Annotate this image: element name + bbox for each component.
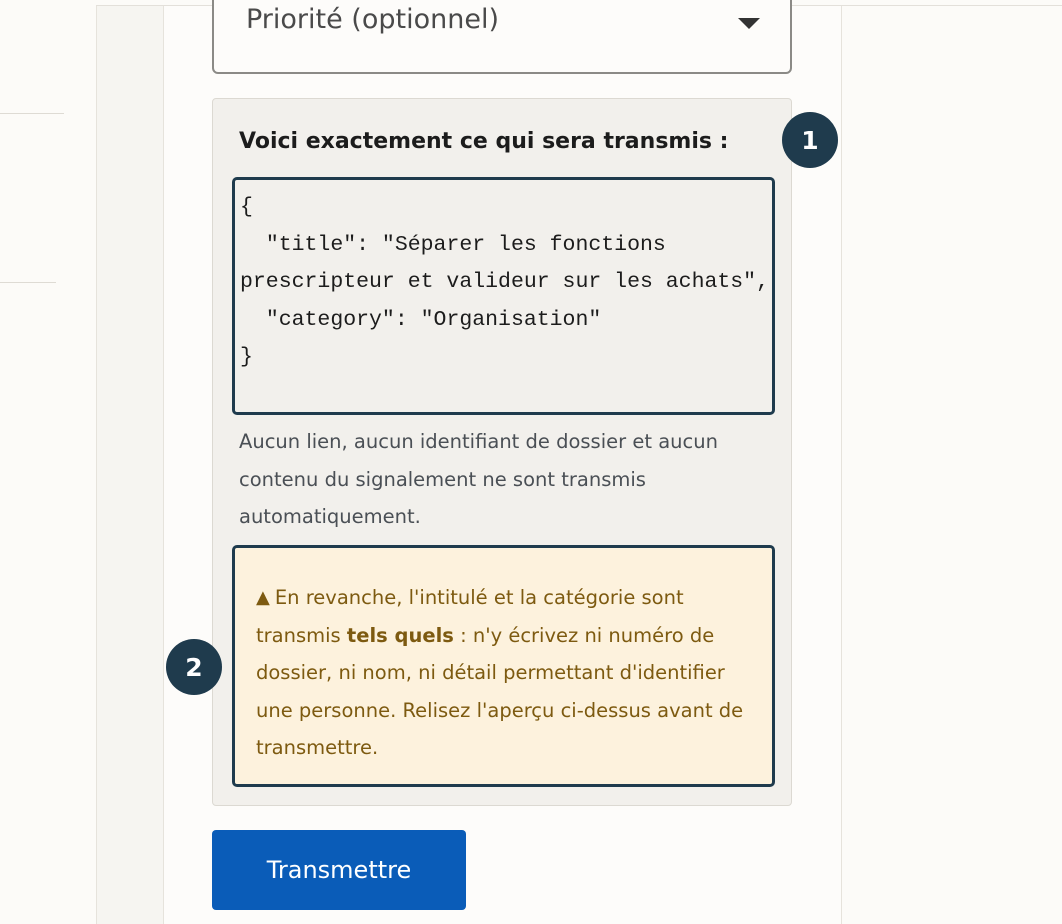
step-marker-2: 2: [166, 639, 222, 695]
warning-text-after: : n'y écrivez ni numéro de dossier, ni nom, ni détail permettant d'identifier une personne. Relisez l'aperçu ci-dessus avant de transmettre.: [256, 623, 744, 759]
submit-button[interactable]: Transmettre: [212, 830, 466, 910]
json-preview-box: [232, 177, 775, 415]
left-navigation: [0, 0, 96, 924]
json-preview-text: { "title": "Séparer les fonctions prescripteur et valideur sur les achats", "category": "Organisation" }: [240, 195, 769, 369]
caret-down-icon: [738, 18, 760, 29]
step-marker-1: 1: [782, 112, 838, 168]
priority-select-value: Priorité (optionnel): [246, 4, 499, 35]
preview-title: Voici exactement ce qui sera transmis :: [239, 129, 729, 154]
nav-divider: [0, 282, 56, 283]
nav-divider: [0, 113, 64, 114]
warning-text-before: En revanche, l'intitulé et la catégorie sont transmis: [256, 586, 684, 647]
priority-select[interactable]: [212, 0, 792, 74]
warning-triangle-icon: ▲: [256, 587, 270, 608]
transmission-preview: [212, 98, 792, 806]
warning-text: [256, 579, 756, 767]
warning-text-emphasis: tels quels: [346, 623, 454, 647]
warning-callout: [232, 545, 775, 787]
privacy-note: Aucun lien, aucun identifiant de dossier et aucun contenu du signalement ne sont transmis automatiquement.: [239, 430, 718, 528]
